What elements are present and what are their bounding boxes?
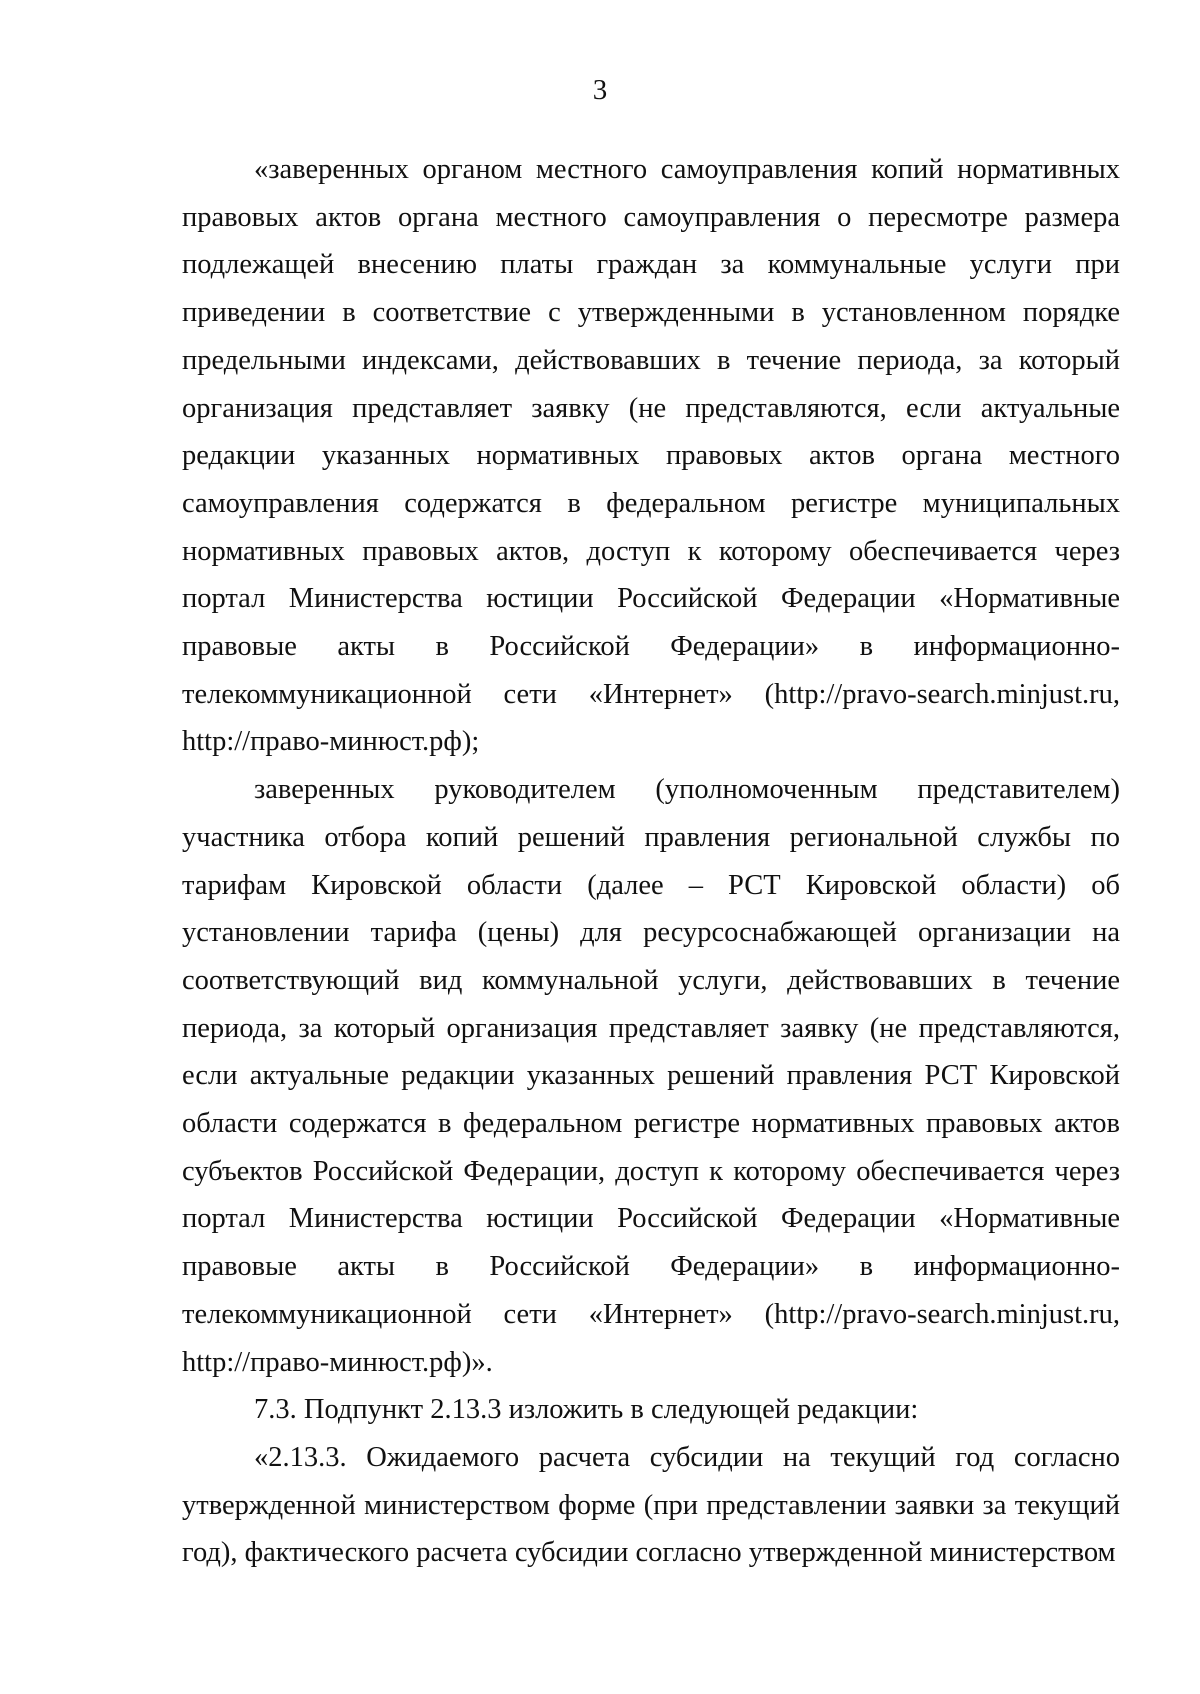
page-number: 3 (592, 74, 608, 106)
paragraph-subclause-2-13-3: «2.13.3. Ожидаемого расчета субсидии на текущий год согласно утвержденной министерством форме (при представлении заявки за текущий год), фактического расчета субсидии согласно утвержденной министерством (182, 1441, 1120, 1569)
document-body (182, 146, 1120, 1577)
paragraph-municipal-acts: «заверенных органом местного самоуправления копий нормативных правовых актов органа местного самоуправления о пересмотре размера подлежащей внесению платы граждан за коммунальные услуги при приведении в соответствие с утвержденными в установленном порядке предельными индексами, действовавших в течение периода, за который организация представляет заявку (не представляются, если актуальные редакции указанных нормативных правовых актов органа местного самоуправления содержатся в федеральном регистре муниципальных нормативных правовых актов, доступ к которому обеспечивается через портал Министерства юстиции Российской Федерации «Нормативные правовые акты в Российской Федерации» в информационно-телекоммуникационной сети «Интернет» (http://pravo-search.minjust.ru, http://право-минюст.рф); (182, 154, 1120, 758)
paragraph-subclause-7-3: 7.3. Подпункт 2.13.3 изложить в следующей редакции: (254, 1394, 919, 1426)
paragraph-rst-decisions: заверенных руководителем (уполномоченным представителем) участника отбора копий решений правления региональной службы по тарифам Кировской области (далее – РСТ Кировской области) об установлении тарифа (цены) для ресурсоснабжающей организации на соответствующий вид коммунальной услуги, действовавших в течение периода, за который организация представляет заявку (не представляются, если актуальные редакции указанных решений правления РСТ Кировской области содержатся в федеральном регистре нормативных правовых актов субъектов Российской Федерации, доступ к которому обеспечивается через портал Министерства юстиции Российской Федерации «Нормативные правовые акты в Российской Федерации» в информационно-телекоммуникационной сети «Интернет» (http://pravo-search.minjust.ru, http://право-минюст.рф)». (182, 774, 1120, 1378)
